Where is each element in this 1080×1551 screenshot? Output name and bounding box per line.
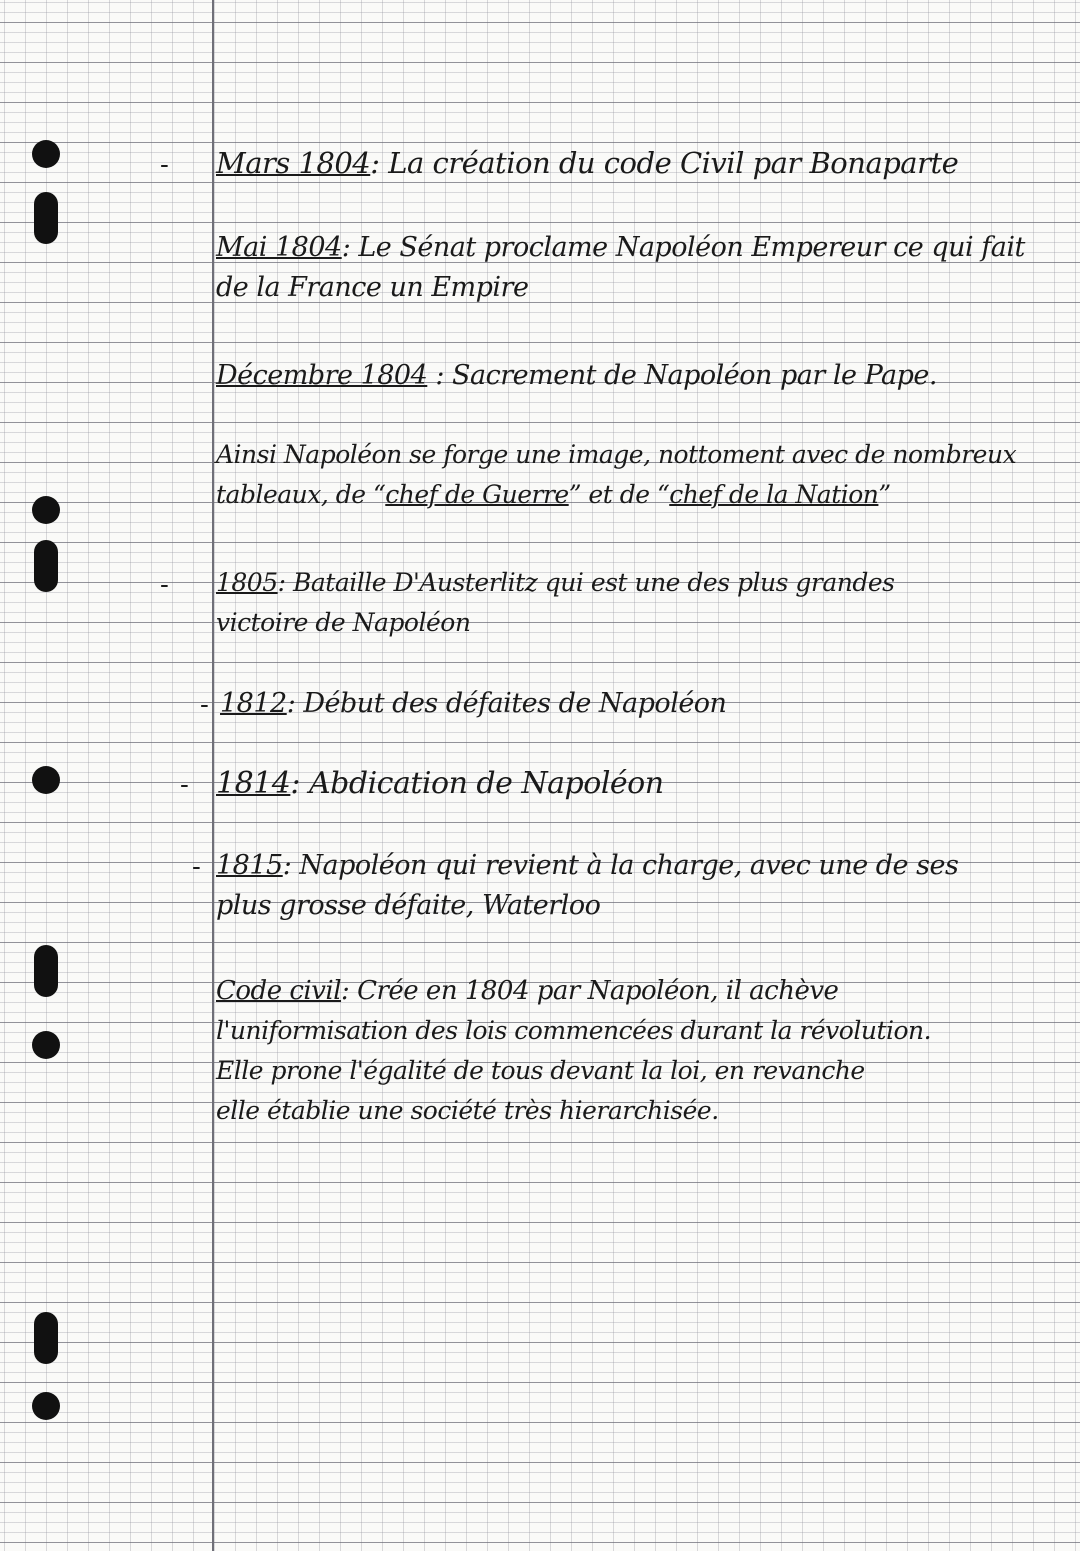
definition-term: Code civil (216, 976, 342, 1006)
entry-text: : Bataille D'Austerlitz qui est une des plus grandes (277, 568, 895, 597)
entry-continuation: plus grosse défaite, Waterloo (216, 890, 601, 921)
entry-date: Mars 1804 (216, 146, 371, 180)
punch-hole (32, 496, 60, 524)
punch-hole (34, 540, 58, 592)
punch-hole (34, 192, 58, 244)
bullet-dash: - (200, 690, 209, 720)
entry-text: : Napoléon qui revient à la charge, avec une de ses (282, 850, 959, 881)
bullet-dash: - (160, 150, 169, 180)
bullet-dash: - (180, 770, 189, 800)
text-chef-de-guerre: chef de Guerre (385, 480, 569, 509)
text: ” et de “ (568, 480, 670, 509)
entry-date: 1812 (220, 688, 287, 719)
punch-hole (32, 140, 60, 168)
entry-mai-1804 (216, 232, 1025, 263)
punch-hole (32, 766, 60, 794)
entry-text: : Abdication de Napoléon (290, 766, 664, 801)
entry-date: 1815 (216, 850, 283, 881)
text-chef-de-la-nation: chef de la Nation (669, 480, 879, 509)
bullet-dash: - (192, 852, 201, 882)
entry-date: 1814 (216, 766, 291, 801)
definition-line: l'uniformisation des lois commencées durant la révolution. (216, 1016, 932, 1045)
definition-text: : Crée en 1804 par Napoléon, il achève (341, 976, 839, 1006)
bullet-dash: - (160, 570, 169, 600)
entry-text: : La création du code Civil par Bonaparte (370, 146, 959, 180)
punch-hole (32, 1392, 60, 1420)
text: tableaux, de “ (216, 480, 386, 509)
punch-hole (34, 1312, 58, 1364)
entry-1805 (216, 568, 894, 597)
entry-date: Décembre 1804 (216, 360, 428, 391)
paragraph-line (216, 480, 891, 509)
entry-date: Mai 1804 (216, 232, 342, 263)
definition-line: elle établie une société très hierarchisée. (216, 1096, 719, 1125)
punch-hole (34, 945, 58, 997)
entry-text: : Sacrement de Napoléon par le Pape. (427, 360, 937, 391)
entry-decembre-1804 (216, 360, 937, 391)
entry-1812 (220, 688, 726, 719)
margin-line (212, 0, 214, 1551)
definition-line: Elle prone l'égalité de tous devant la loi, en revanche (216, 1056, 865, 1085)
entry-1814 (216, 766, 664, 801)
entry-text: : Le Sénat proclame Napoléon Empereur ce qui fait (341, 232, 1025, 263)
entry-text: : Début des défaites de Napoléon (286, 688, 727, 719)
entry-continuation: victoire de Napoléon (216, 608, 471, 637)
entry-mars-1804 (216, 146, 958, 180)
entry-date: 1805 (216, 568, 278, 597)
paragraph-line: Ainsi Napoléon se forge une image, nottoment avec de nombreux (216, 440, 1017, 469)
entry-continuation: de la France un Empire (216, 272, 529, 303)
entry-1815 (216, 850, 958, 881)
text: ” (878, 480, 891, 509)
definition-code-civil (216, 976, 838, 1006)
punch-hole (32, 1031, 60, 1059)
